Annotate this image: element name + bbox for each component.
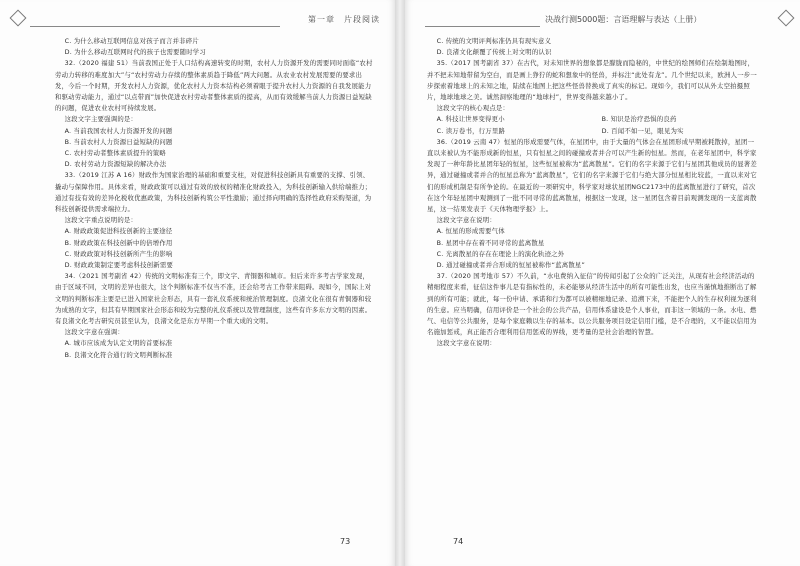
book-title: 决战行测5000题：言语理解与表达（上册）: [545, 15, 702, 24]
answer-option: D. 百闻不如一见，眼见为实: [601, 126, 684, 135]
answer-option: D. 为什么移动互联网时代的孩子也需要随时学习: [64, 48, 206, 57]
answer-option: D. 财政政策制定要考虑科技创新需要: [64, 261, 174, 270]
question-paragraph: 这段文字意在强调：: [64, 328, 124, 337]
answer-option: D. 农村劳动力资源短缺的解决办法: [64, 160, 167, 169]
right-page-header: [425, 14, 775, 28]
ornament-icon: [778, 10, 795, 27]
question-paragraph: 34.（2021 国考副省 42）传统的文明标准有三个，即文字、青铜器和城市。但后来许多考古学家发现，由于区域不同，文明的差异也很大，这个判断标准不仅当不准，还会给考古工作带来阻碍。现如今，国际上对文明的判断标准主要是已进入国家社会形态，具有一套礼仪系统和统治管理制度。良渚文化在很有青铜器和较为成熟的文字，但其有早期国家社会形态和较为完整的礼仪系统以及管理制度，这些有许多东方文明的因素。有良渚文化考古研究员甚至认为，良渚文化是东方早期一个重大成的文明。: [55, 272, 372, 326]
page-number-right: 74: [453, 537, 464, 546]
question-paragraph: 33.（2019 江苏 A 16）财政作为国家治理的基础和重要支柱，对促进科技创新具有重要的支撑、引领、撬动与保障作用。具体来看，财政政策可以通过有效的放权的精准化财政投入，为科技创新输入供给端推力；通过有技有效的差异化税收优惠政策，为科技创新构筑公平性激励；通过择向明确的选择性政府采购渠道，为科技创新提供需求端拉力。: [55, 171, 372, 214]
question-paragraph: 37.（2020 国考地市 57）不久前，“水电费纳入征信”的传闻引起了公众的广泛关注，从现有社会经济活动的精细程度来看，征信这件事儿是有指标性的，未必能够从经济生活中的所有可能性出发，也应当谨慎地推断出了解到的所有可能；就此，每一份申请、承诺和行为都可以被精细地记录、追溯下来，不能把个人的生存权利视为逐利的生意。应当明确，信用评价是一个社会的公共产品，信用体系建设是个人事业，而非这一领域的一条。水电、燃气、电信等公共服务，是每个家庭赖以生存的基本。以公共服务项目设定信用门槛，是不合理的，又不能以信用为名施加惩戒，真正能否合理利用信用惩戒的界线，更考量的是社会治理的智慧。: [427, 272, 757, 337]
question-paragraph: 这段文字主要强调的是：: [64, 115, 138, 124]
ornament-icon: [10, 10, 27, 27]
header-rule: [425, 26, 540, 27]
answer-option: C. 财政政策对科技创新所产生的影响: [64, 249, 173, 258]
question-paragraph: 这段文字的核心观点是：: [436, 104, 510, 113]
answer-option: B. 星团中存在着不同寻常的蓝离散星: [436, 238, 545, 247]
left-page-text: [55, 36, 373, 361]
left-page: [0, 0, 395, 566]
answer-option: A. 城市应该成为认定文明的首要标准: [64, 339, 173, 348]
answer-option: C. 农村劳动者整体素质提升的策略: [64, 149, 166, 158]
question-paragraph: 36.（2019 云南 47）恒星的形成需要气体，在星团中，由于大量的气体会在星团形成早期被耗散掉，星团一直以来被认为不能形成新的恒星，只有恒星之间的碰撞或者并合可以产生新的恒星。然而，在老年星团中，科学家发现了一种年龄比星团年轻的恒星，这些恒星被称为“蓝离散星”。它们的名字来源于它们与星团其他成员的显著差异，通过碰撞或者并合的恒星总称为“蓝离散星”，它们的名字来源于它们与绝大部分恒星相比较蓝，一直以来对它们的形成机制是有所争论的。在最近的一项研究中，科学家对球状星团NGC2173中的蓝离散星进行了研究，首次在这个年轻星团中观测到了一批不同寻常的蓝离散星，根据这一发现，这一星团包含着目前观测发现的一支蓝离散星，这一结果发表于《天体物理学报》上。: [427, 137, 757, 214]
answer-option: D. 通过碰撞或者并合形成的恒星被称作“蓝离散星”: [436, 261, 586, 270]
chapter-title: 第一章 片段阅读: [308, 15, 380, 24]
answer-option: C. 读万卷书，行万里路: [436, 126, 506, 135]
left-page-header: [30, 14, 380, 28]
book-gutter: [395, 0, 405, 566]
answer-option: A. 科技让世界变得更小: [436, 115, 505, 124]
question-paragraph: 35.（2017 国考副省 37）在古代，对未知世界的想象都是朦胧而隐秘的，中世纪的绘图师们在绘制地图时，并不把未知地带留为空白，而是画上狰狞的蛇和想象中的怪兽，并标注“此处有龙”。几个世纪以来，欧洲人一步一步探索着地球上的未知之地，陆续在地图上把这些怪兽替换成了真实的标记。现如今，我们可以从外太空拍摄照片，地球地球之美。诚然洞察地理的“地球村”，世界变得越来越小了。: [427, 59, 757, 102]
answer-option: D. 良渚文化颠覆了传统上对文明的认识: [436, 48, 552, 57]
answer-option: A. 当前我国农村人力资源开发的问题: [64, 126, 173, 135]
right-page: [405, 0, 800, 566]
answer-option: A. 财政政策促进科技创新的主要途径: [64, 227, 173, 236]
answer-option: B. 知识是治疗恐惧的良药: [601, 115, 677, 124]
answer-option: B. 良渚文化符合通行的文明判断标准: [64, 350, 173, 359]
question-paragraph: 这段文字意在说明：: [436, 339, 496, 348]
option-row: [427, 114, 757, 125]
answer-option: C. 光离散星的存在在理论上的演化轨迹之外: [436, 249, 565, 258]
answer-option: C. 传统的文明评判标准仍具有现实意义: [436, 37, 552, 45]
right-page-text: [427, 36, 757, 350]
answer-option: A. 恒星的形成需要气体: [436, 227, 505, 236]
header-rule: [30, 26, 280, 27]
answer-option: B. 当前农村人力资源日益短缺的问题: [64, 137, 173, 146]
answer-option: B. 财政政策在科技创新中的倍增作用: [64, 238, 173, 247]
question-paragraph: 这段文字意在说明：: [436, 216, 496, 225]
question-paragraph: 这段文字重点说明的是：: [64, 216, 138, 225]
option-row: [427, 126, 757, 137]
page-number-left: 73: [340, 537, 351, 546]
answer-option: C. 为什么移动互联网信息对孩子而言并非碎片: [64, 37, 199, 45]
question-paragraph: 32.（2020 福建 51）当前我国正处于人口结构高速转变的时期，农村人力资源开发的需要同时面临“农村劳动力转移的难度加大”与“农村劳动力存续的整体素质趋于降低”两大问题。从农业农村发展需要的要求出发，今后一个时期，开发农村人力资源，优化农村人力资本结构必须着眼于提升农村人力资源的自我发展能力和驱动劳动能力，通过“以点带面”加快促进农村劳动者整体素质的提高，从而有效缓解当前人力资源日益短缺的问题，促进农业农村可持续发展。: [55, 59, 373, 113]
